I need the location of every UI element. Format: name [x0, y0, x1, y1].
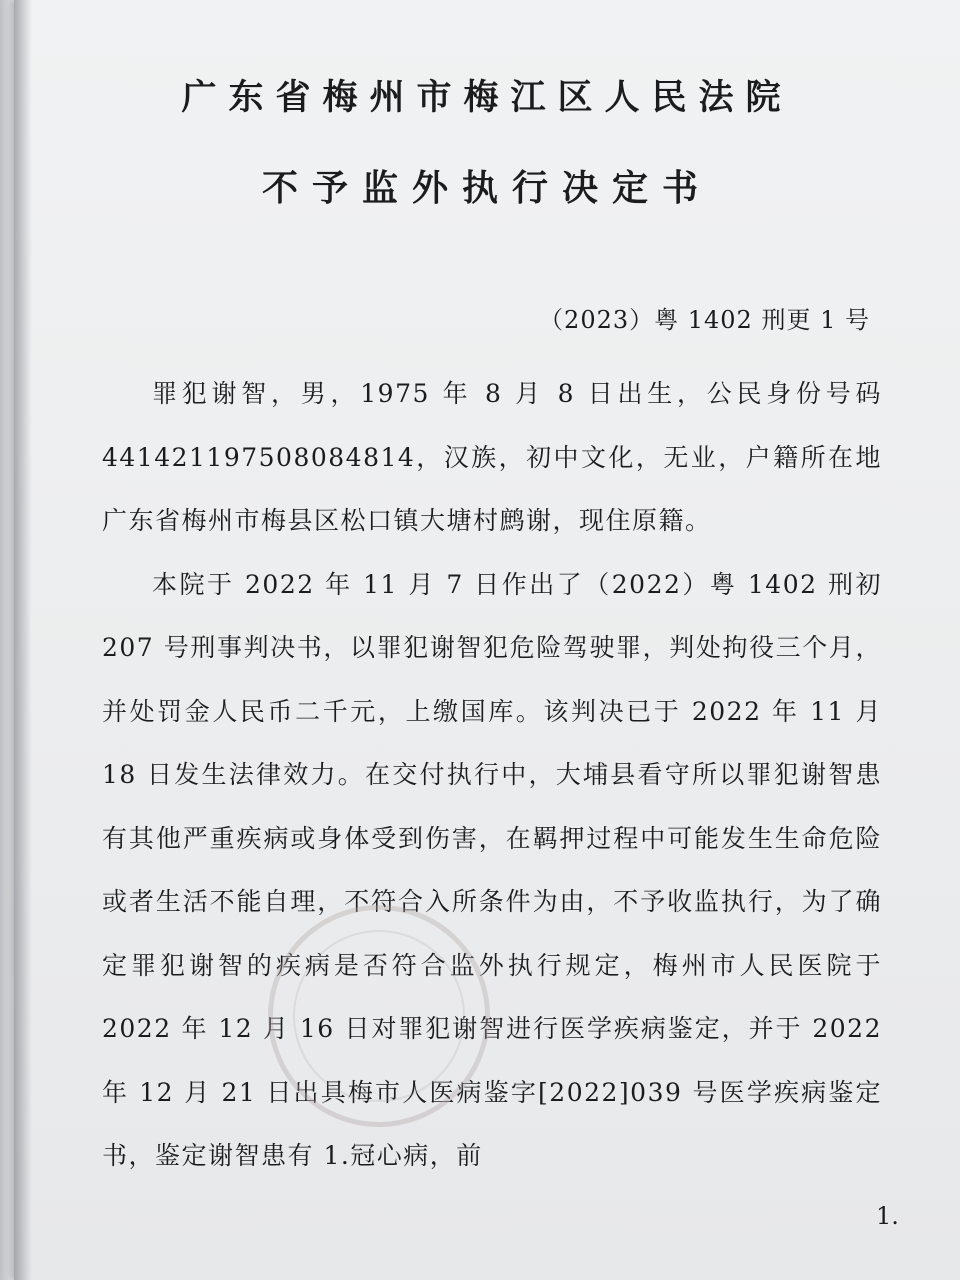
court-seal-stamp — [268, 905, 490, 1127]
paragraph-defendant-info: 罪犯谢智，男，1975 年 8 月 8 日出生，公民身份号码 441421197508084814，汉族，初中文化，无业，户籍所在地广东省梅州市梅县区松口镇大塘村鹧谢，现住原籍。 — [102, 379, 882, 535]
paragraph-case-history: 本院于 2022 年 11 月 7 日作出了（2022）粤 1402 刑初 207 号刑事判决书，以罪犯谢智犯危险驾驶罪，判处拘役三个月，并处罚金人民币二千元，上缴国库。该判决已于 2022 年 11 月 18 日发生法律效力。在交付执行中，大埔县看守所以罪犯谢智患有其他严重疾病或身体受到伤害，在羁押过程中可能发生生命危险或者生活不能自理，不符合入所条件为由，不予收监执行，为了确定罪犯谢智的疾病是否符合监外执行规定，梅州市人民医院于 2022 年 12 月 16 日对罪犯谢智进行医学疾病鉴定，并于 2022 年 12 月 21 日出具梅市人医病鉴字[2022]039 号医学疾病鉴定书，鉴定谢智患有 1.冠心病，前 — [102, 569, 882, 1170]
document-page — [14, 0, 960, 1280]
document-body — [102, 362, 882, 1188]
document-title: 不予监外执行决定书 — [261, 168, 712, 209]
seal-inner-ring — [293, 930, 465, 1102]
page-number: 1. — [876, 1202, 899, 1230]
case-number: （2023）粤 1402 刑更 1 号 — [539, 306, 870, 334]
court-name: 广东省梅州市梅江区人民法院 — [181, 78, 793, 118]
